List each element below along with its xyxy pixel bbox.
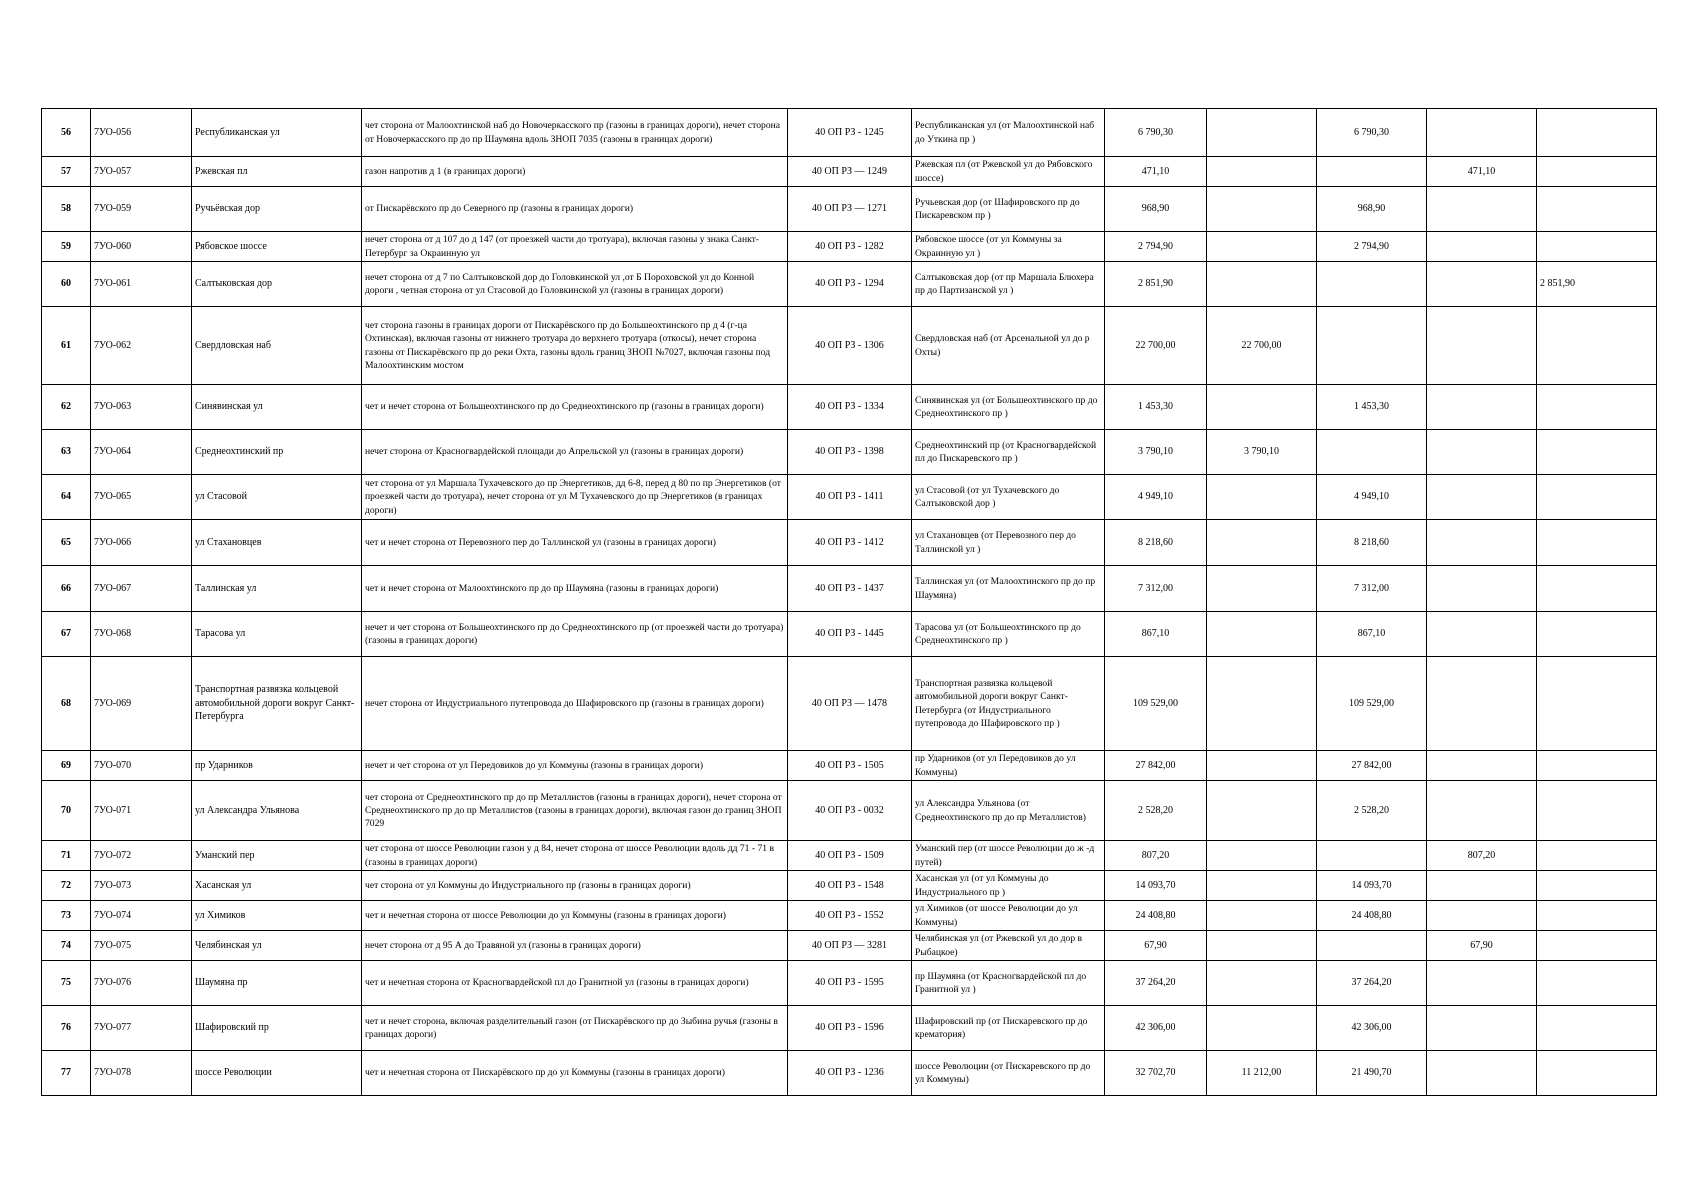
cell-total: 109 529,00 <box>1105 657 1207 751</box>
cell-desc: газон напротив д 1 (в границах дороги) <box>362 157 788 187</box>
cell-road: Тарасова ул (от Большеохтинского пр до Среднеохтинского пр ) <box>912 612 1105 657</box>
cell-name: Синявинская ул <box>192 385 362 430</box>
cell-v2: 27 842,00 <box>1317 751 1427 781</box>
cell-v1 <box>1207 1006 1317 1051</box>
cell-desc: чет сторона от шоссе Революции газон у д 84, нечет сторона от шоссе Революции вдоль дд 71 - 71 в (газоны в границах дороги) <box>362 841 788 871</box>
cell-v3: 67,90 <box>1427 931 1537 961</box>
cell-v3 <box>1427 475 1537 520</box>
cell-v1 <box>1207 781 1317 841</box>
cell-code: 7УО-067 <box>91 566 192 612</box>
cell-v1 <box>1207 841 1317 871</box>
cell-name: Таллинская ул <box>192 566 362 612</box>
cell-road: шоссе Революции (от Пискаревского пр до ул Коммуны) <box>912 1051 1105 1096</box>
cell-v1 <box>1207 961 1317 1006</box>
table-row <box>42 187 1657 232</box>
cell-desc: нечет и чет сторона от Большеохтинского пр до Среднеохтинского пр (от проезжей части до тротуара) (газоны в границах дороги) <box>362 612 788 657</box>
cell-reg: 40 ОП РЗ - 1509 <box>788 841 912 871</box>
cell-desc: чет сторона от Малоохтинской наб до Новочеркасского пр (газоны в границах дороги), нечет сторона от Новочеркасского пр до пр Шаумяна вдоль ЗНОП 7035 (газоны в границах дороги) <box>362 109 788 157</box>
cell-num: 72 <box>42 871 91 901</box>
cell-name: ул Александра Ульянова <box>192 781 362 841</box>
cell-code: 7УО-060 <box>91 232 192 262</box>
cell-name: Свердловская наб <box>192 307 362 385</box>
cell-total: 6 790,30 <box>1105 109 1207 157</box>
cell-reg: 40 ОП РЗ - 1411 <box>788 475 912 520</box>
cell-v3 <box>1427 961 1537 1006</box>
cell-code: 7УО-076 <box>91 961 192 1006</box>
cell-total: 2 528,20 <box>1105 781 1207 841</box>
cell-code: 7УО-072 <box>91 841 192 871</box>
cell-v1 <box>1207 566 1317 612</box>
cell-v4 <box>1537 612 1657 657</box>
cell-name: Хасанская ул <box>192 871 362 901</box>
cell-reg: 40 ОП РЗ - 1334 <box>788 385 912 430</box>
cell-v2 <box>1317 157 1427 187</box>
cell-road: Хасанская ул (от ул Коммуны до Индустриального пр ) <box>912 871 1105 901</box>
cell-reg: 40 ОП РЗ - 1552 <box>788 901 912 931</box>
cell-road: Таллинская ул (от Малоохтинского пр до пр Шаумяна) <box>912 566 1105 612</box>
cell-v4 <box>1537 157 1657 187</box>
cell-v4 <box>1537 657 1657 751</box>
cell-total: 471,10 <box>1105 157 1207 187</box>
cell-total: 14 093,70 <box>1105 871 1207 901</box>
cell-desc: чет и нечетная сторона от Пискарёвского пр до ул Коммуны (газоны в границах дороги) <box>362 1051 788 1096</box>
cell-v3 <box>1427 1051 1537 1096</box>
table-row <box>42 1051 1657 1096</box>
cell-v1: 11 212,00 <box>1207 1051 1317 1096</box>
cell-reg: 40 ОП РЗ - 1505 <box>788 751 912 781</box>
table-row <box>42 1006 1657 1051</box>
cell-road: Рябовское шоссе (от ул Коммуны за Окраинную ул ) <box>912 232 1105 262</box>
cell-v2: 2 794,90 <box>1317 232 1427 262</box>
cell-road: Уманский пер (от шоссе Революции до ж -д путей) <box>912 841 1105 871</box>
cell-v4 <box>1537 520 1657 566</box>
cell-road: Челябинская ул (от Ржевской ул до дор в Рыбацкое) <box>912 931 1105 961</box>
cell-reg: 40 ОП РЗ — 3281 <box>788 931 912 961</box>
table-row <box>42 612 1657 657</box>
cell-reg: 40 ОП РЗ - 1548 <box>788 871 912 901</box>
cell-v3 <box>1427 657 1537 751</box>
cell-v1 <box>1207 157 1317 187</box>
cell-v1 <box>1207 751 1317 781</box>
cell-num: 66 <box>42 566 91 612</box>
cell-num: 75 <box>42 961 91 1006</box>
cell-num: 58 <box>42 187 91 232</box>
cell-num: 67 <box>42 612 91 657</box>
cell-v2: 37 264,20 <box>1317 961 1427 1006</box>
cell-name: Уманский пер <box>192 841 362 871</box>
cell-num: 76 <box>42 1006 91 1051</box>
cell-name: Рябовское шоссе <box>192 232 362 262</box>
cell-num: 68 <box>42 657 91 751</box>
cell-code: 7УО-070 <box>91 751 192 781</box>
cell-v2: 14 093,70 <box>1317 871 1427 901</box>
cell-v2 <box>1317 430 1427 475</box>
table-row <box>42 262 1657 307</box>
cell-v1 <box>1207 612 1317 657</box>
cell-v1 <box>1207 187 1317 232</box>
cell-num: 73 <box>42 901 91 931</box>
table-row <box>42 109 1657 157</box>
cell-v3 <box>1427 612 1537 657</box>
cell-desc: чет и нечет сторона от Перевозного пер до Таллинской ул (газоны в границах дороги) <box>362 520 788 566</box>
cell-num: 65 <box>42 520 91 566</box>
cell-v3 <box>1427 109 1537 157</box>
cell-total: 867,10 <box>1105 612 1207 657</box>
cell-v2: 1 453,30 <box>1317 385 1427 430</box>
cell-road: пр Ударников (от ул Передовиков до ул Коммуны) <box>912 751 1105 781</box>
cell-v2: 8 218,60 <box>1317 520 1427 566</box>
cell-v2: 21 490,70 <box>1317 1051 1427 1096</box>
cell-v4 <box>1537 901 1657 931</box>
cell-road: Свердловская наб (от Арсенальной ул до р Охты) <box>912 307 1105 385</box>
cell-reg: 40 ОП РЗ - 0032 <box>788 781 912 841</box>
cell-v1 <box>1207 385 1317 430</box>
cell-total: 2 851,90 <box>1105 262 1207 307</box>
cell-code: 7УО-073 <box>91 871 192 901</box>
cell-code: 7УО-071 <box>91 781 192 841</box>
cell-v2: 867,10 <box>1317 612 1427 657</box>
cell-name: Ржевская пл <box>192 157 362 187</box>
cell-v4 <box>1537 187 1657 232</box>
table-row <box>42 566 1657 612</box>
cell-num: 60 <box>42 262 91 307</box>
table-row <box>42 751 1657 781</box>
cell-desc: нечет сторона от д 7 по Салтыковской дор до Головкинской ул ,от Б Пороховской ул до Конной дороги , четная сторона от ул Стасовой до Головкинской ул (газоны в границах дороги) <box>362 262 788 307</box>
cell-road: ул Химиков (от шоссе Революции до ул Коммуны) <box>912 901 1105 931</box>
cell-v2: 24 408,80 <box>1317 901 1427 931</box>
cell-total: 807,20 <box>1105 841 1207 871</box>
cell-total: 37 264,20 <box>1105 961 1207 1006</box>
cell-total: 3 790,10 <box>1105 430 1207 475</box>
cell-v3 <box>1427 1006 1537 1051</box>
cell-code: 7УО-057 <box>91 157 192 187</box>
cell-reg: 40 ОП РЗ - 1306 <box>788 307 912 385</box>
cell-v1 <box>1207 475 1317 520</box>
table-row <box>42 232 1657 262</box>
cell-v1 <box>1207 262 1317 307</box>
cell-code: 7УО-078 <box>91 1051 192 1096</box>
cell-v3 <box>1427 566 1537 612</box>
cell-name: Салтыковская дор <box>192 262 362 307</box>
table-row <box>42 961 1657 1006</box>
table-row <box>42 307 1657 385</box>
cell-v2: 4 949,10 <box>1317 475 1427 520</box>
cell-v1 <box>1207 520 1317 566</box>
cell-road: ул Стахановцев (от Перевозного пер до Таллинской ул ) <box>912 520 1105 566</box>
cell-num: 62 <box>42 385 91 430</box>
cell-num: 77 <box>42 1051 91 1096</box>
cell-total: 67,90 <box>1105 931 1207 961</box>
cell-road: пр Шаумяна (от Красногвардейской пл до Гранитной ул ) <box>912 961 1105 1006</box>
cell-v4: 2 851,90 <box>1537 262 1657 307</box>
cell-total: 4 949,10 <box>1105 475 1207 520</box>
cell-v3 <box>1427 781 1537 841</box>
cell-num: 59 <box>42 232 91 262</box>
cell-v1: 22 700,00 <box>1207 307 1317 385</box>
cell-v3 <box>1427 871 1537 901</box>
cell-desc: от Пискарёвского пр до Северного пр (газоны в границах дороги) <box>362 187 788 232</box>
table-row <box>42 871 1657 901</box>
cell-name: Среднеохтинский пр <box>192 430 362 475</box>
table-row <box>42 781 1657 841</box>
cell-v3 <box>1427 232 1537 262</box>
cell-reg: 40 ОП РЗ - 1445 <box>788 612 912 657</box>
cell-desc: чет и нечетная сторона от шоссе Революции до ул Коммуны (газоны в границах дороги) <box>362 901 788 931</box>
cell-v4 <box>1537 1006 1657 1051</box>
cell-name: ул Стахановцев <box>192 520 362 566</box>
cell-code: 7УО-061 <box>91 262 192 307</box>
cell-desc: нечет сторона от д 95 А до Травяной ул (газоны в границах дороги) <box>362 931 788 961</box>
cell-reg: 40 ОП РЗ — 1249 <box>788 157 912 187</box>
table-row <box>42 841 1657 871</box>
cell-desc: чет сторона от Среднеохтинского пр до пр Металлистов (газоны в границах дороги), нечет сторона от Среднеохтинского пр до пр Металлистов (газоны в границах дороги), включая газон до границ ЗНОП 7029 <box>362 781 788 841</box>
table-row <box>42 385 1657 430</box>
cell-name: пр Ударников <box>192 751 362 781</box>
cell-v4 <box>1537 961 1657 1006</box>
cell-name: ул Стасовой <box>192 475 362 520</box>
cell-num: 64 <box>42 475 91 520</box>
cell-v4 <box>1537 841 1657 871</box>
cell-num: 57 <box>42 157 91 187</box>
cell-code: 7УО-065 <box>91 475 192 520</box>
cell-reg: 40 ОП РЗ - 1412 <box>788 520 912 566</box>
cell-v2 <box>1317 841 1427 871</box>
cell-name: ул Химиков <box>192 901 362 931</box>
table-body <box>42 109 1657 1096</box>
table-row <box>42 657 1657 751</box>
cell-code: 7УО-066 <box>91 520 192 566</box>
cell-name: шоссе Революции <box>192 1051 362 1096</box>
table-row <box>42 931 1657 961</box>
cell-code: 7УО-069 <box>91 657 192 751</box>
cell-v4 <box>1537 475 1657 520</box>
cell-v4 <box>1537 109 1657 157</box>
cell-v3 <box>1427 430 1537 475</box>
cell-v1 <box>1207 901 1317 931</box>
cell-desc: нечет сторона от Красногвардейской площади до Апрельской ул (газоны в границах дороги) <box>362 430 788 475</box>
cell-code: 7УО-063 <box>91 385 192 430</box>
cell-code: 7УО-068 <box>91 612 192 657</box>
cell-v2: 6 790,30 <box>1317 109 1427 157</box>
cell-v4 <box>1537 232 1657 262</box>
cell-total: 1 453,30 <box>1105 385 1207 430</box>
cell-v1: 3 790,10 <box>1207 430 1317 475</box>
cell-num: 69 <box>42 751 91 781</box>
cell-reg: 40 ОП РЗ - 1596 <box>788 1006 912 1051</box>
cell-v3 <box>1427 901 1537 931</box>
cell-desc: нечет сторона от д 107 до д 147 (от проезжей части до тротуара), включая газоны у знака Санкт-Петербург за Окраинную ул <box>362 232 788 262</box>
cell-reg: 40 ОП РЗ - 1294 <box>788 262 912 307</box>
cell-desc: чет и нечет сторона от Большеохтинского пр до Среднеохтинского пр (газоны в границах дороги) <box>362 385 788 430</box>
cell-code: 7УО-064 <box>91 430 192 475</box>
cell-reg: 40 ОП РЗ — 1271 <box>788 187 912 232</box>
greenery-register-table <box>41 108 1657 1096</box>
cell-v4 <box>1537 931 1657 961</box>
cell-v4 <box>1537 871 1657 901</box>
cell-v2: 109 529,00 <box>1317 657 1427 751</box>
cell-v3: 471,10 <box>1427 157 1537 187</box>
cell-code: 7УО-077 <box>91 1006 192 1051</box>
cell-code: 7УО-075 <box>91 931 192 961</box>
cell-v1 <box>1207 657 1317 751</box>
table-row <box>42 475 1657 520</box>
cell-code: 7УО-074 <box>91 901 192 931</box>
cell-total: 24 408,80 <box>1105 901 1207 931</box>
cell-v2: 968,90 <box>1317 187 1427 232</box>
cell-v4 <box>1537 1051 1657 1096</box>
cell-v2: 2 528,20 <box>1317 781 1427 841</box>
cell-v3 <box>1427 385 1537 430</box>
cell-name: Шафировский пр <box>192 1006 362 1051</box>
cell-desc: чет сторона от ул Коммуны до Индустриального пр (газоны в границах дороги) <box>362 871 788 901</box>
cell-total: 22 700,00 <box>1105 307 1207 385</box>
cell-reg: 40 ОП РЗ - 1245 <box>788 109 912 157</box>
cell-num: 61 <box>42 307 91 385</box>
cell-road: Ручьевская дор (от Шафировского пр до Пискаревском пр ) <box>912 187 1105 232</box>
cell-total: 8 218,60 <box>1105 520 1207 566</box>
cell-v3 <box>1427 187 1537 232</box>
cell-road: Синявинская ул (от Большеохтинского пр до Среднеохтинского пр ) <box>912 385 1105 430</box>
cell-road: ул Александра Ульянова (от Среднеохтинского пр до пр Металлистов) <box>912 781 1105 841</box>
cell-v1 <box>1207 871 1317 901</box>
cell-desc: нечет и чет сторона от ул Передовиков до ул Коммуны (газоны в границах дороги) <box>362 751 788 781</box>
cell-total: 32 702,70 <box>1105 1051 1207 1096</box>
cell-num: 74 <box>42 931 91 961</box>
cell-desc: чет и нечетная сторона от Красногвардейской пл до Гранитной ул (газоны в границах дороги) <box>362 961 788 1006</box>
cell-reg: 40 ОП РЗ — 1478 <box>788 657 912 751</box>
cell-num: 63 <box>42 430 91 475</box>
cell-reg: 40 ОП РЗ - 1595 <box>788 961 912 1006</box>
cell-desc: нечет сторона от Индустриального путепровода до Шафировского пр (газоны в границах дороги) <box>362 657 788 751</box>
cell-road: Салтыковская дор (от пр Маршала Блюхера пр до Партизанской ул ) <box>912 262 1105 307</box>
cell-num: 56 <box>42 109 91 157</box>
cell-code: 7УО-059 <box>91 187 192 232</box>
cell-v4 <box>1537 781 1657 841</box>
cell-v4 <box>1537 307 1657 385</box>
table-row <box>42 157 1657 187</box>
table-row <box>42 520 1657 566</box>
cell-name: Республиканская ул <box>192 109 362 157</box>
cell-v4 <box>1537 566 1657 612</box>
cell-v4 <box>1537 385 1657 430</box>
table-row <box>42 430 1657 475</box>
cell-desc: чет сторона газоны в границах дороги от Пискарёвского пр до Большеохтинского пр д 4 (г-ца Охтинская), включая газоны от нижнего тротуара до верхнего тротуара (откосы), нечет сторона газоны от Пискарёвского пр до реки Охта, газоны вдоль границ ЗНОП №7027, включая газоны под Малоохтинским мостом <box>362 307 788 385</box>
cell-num: 71 <box>42 841 91 871</box>
cell-name: Тарасова ул <box>192 612 362 657</box>
cell-v2 <box>1317 931 1427 961</box>
cell-v1 <box>1207 232 1317 262</box>
cell-code: 7УО-056 <box>91 109 192 157</box>
cell-name: Челябинская ул <box>192 931 362 961</box>
cell-num: 70 <box>42 781 91 841</box>
cell-total: 2 794,90 <box>1105 232 1207 262</box>
cell-v3: 807,20 <box>1427 841 1537 871</box>
cell-desc: чет сторона от ул Маршала Тухачевского до пр Энергетиков, дд 6-8, перед д 80 по пр Энергетиков (от проезжей части до тротуара), нечет сторона от ул М Тухачевского до пр Энергетиков (в границах дороги) <box>362 475 788 520</box>
cell-v2: 42 306,00 <box>1317 1006 1427 1051</box>
cell-name: Транспортная развязка кольцевой автомобильной дороги вокруг Санкт-Петербурга <box>192 657 362 751</box>
cell-road: Республиканская ул (от Малоохтинской наб до Уткина пр ) <box>912 109 1105 157</box>
cell-v3 <box>1427 307 1537 385</box>
cell-reg: 40 ОП РЗ - 1398 <box>788 430 912 475</box>
cell-total: 27 842,00 <box>1105 751 1207 781</box>
cell-v4 <box>1537 430 1657 475</box>
cell-v2: 7 312,00 <box>1317 566 1427 612</box>
cell-v4 <box>1537 751 1657 781</box>
cell-road: Транспортная развязка кольцевой автомобильной дороги вокруг Санкт-Петербурга (от Индустриального путепровода до Шафировского пр ) <box>912 657 1105 751</box>
cell-v3 <box>1427 262 1537 307</box>
cell-desc: чет и нечет сторона от Малоохтинского пр до пр Шаумяна (газоны в границах дороги) <box>362 566 788 612</box>
cell-road: Среднеохтинский пр (от Красногвардейской пл до Пискаревского пр ) <box>912 430 1105 475</box>
cell-v1 <box>1207 931 1317 961</box>
cell-v2 <box>1317 307 1427 385</box>
cell-road: ул Стасовой (от ул Тухачевского до Салтыковской дор ) <box>912 475 1105 520</box>
cell-total: 42 306,00 <box>1105 1006 1207 1051</box>
cell-reg: 40 ОП РЗ - 1437 <box>788 566 912 612</box>
cell-v3 <box>1427 520 1537 566</box>
table-row <box>42 901 1657 931</box>
cell-desc: чет и нечет сторона, включая разделительный газон (от Пискарёвского пр до Зыбина ручья (газоны в границах дороги) <box>362 1006 788 1051</box>
cell-v3 <box>1427 751 1537 781</box>
cell-total: 968,90 <box>1105 187 1207 232</box>
cell-road: Ржевская пл (от Ржевской ул до Рябовского шоссе) <box>912 157 1105 187</box>
cell-reg: 40 ОП РЗ - 1236 <box>788 1051 912 1096</box>
cell-name: Ручьёвская дор <box>192 187 362 232</box>
cell-total: 7 312,00 <box>1105 566 1207 612</box>
cell-code: 7УО-062 <box>91 307 192 385</box>
cell-v2 <box>1317 262 1427 307</box>
cell-reg: 40 ОП РЗ - 1282 <box>788 232 912 262</box>
cell-v1 <box>1207 109 1317 157</box>
cell-name: Шаумяна пр <box>192 961 362 1006</box>
cell-road: Шафировский пр (от Пискаревского пр до крематория) <box>912 1006 1105 1051</box>
